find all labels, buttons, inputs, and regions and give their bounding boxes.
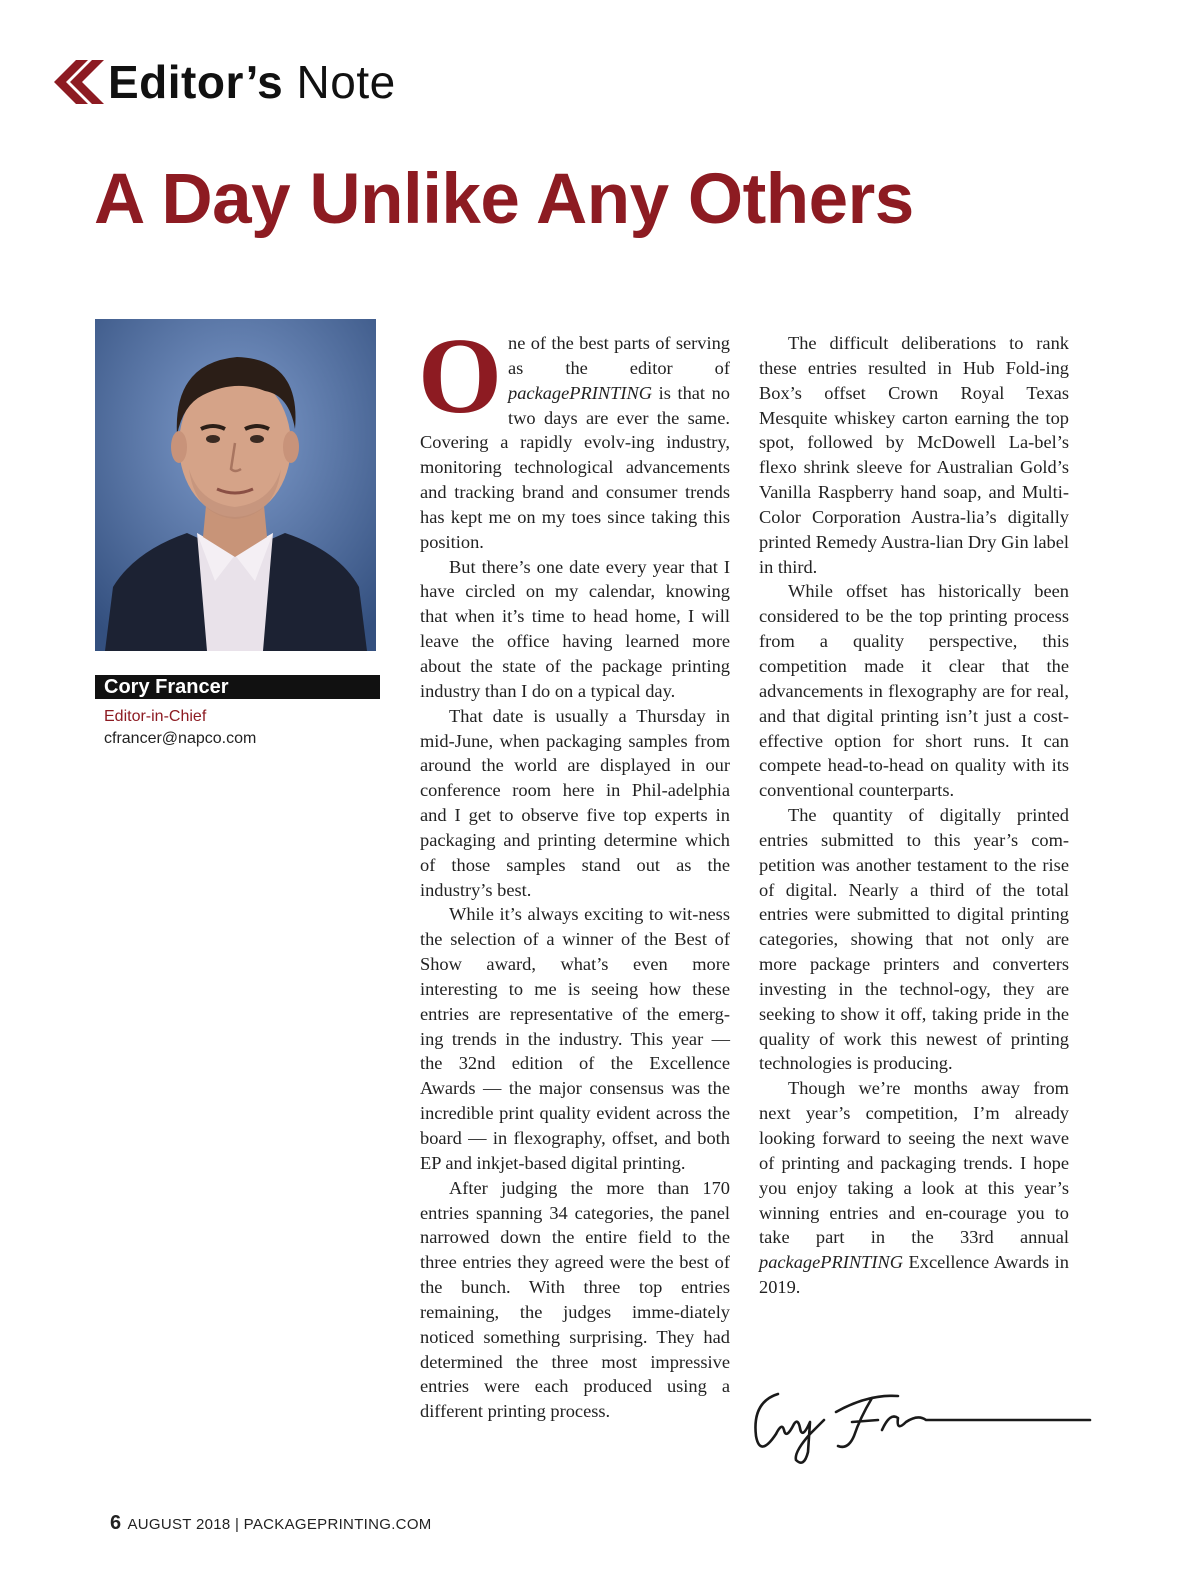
paragraph-3: That date is usually a Thursday in mid-June, when packaging samples from around the world are displayed in our conference room here in Phil-adelphia and I get to observe five top experts in packaging and printing determine which of those samples stand out as the industry’s best.	[420, 705, 730, 900]
double-chevron-left-icon	[46, 58, 104, 106]
author-name: Cory Francer	[95, 675, 380, 699]
paragraph-5: After judging the more than 170 entries spanning 34 categories, the panel narrowed down the entire field to the three entries they agreed were the best of the bunch. With three top entries remaining, the judges imme-diately noticed something surprising. They had determined the three most impressive entries were each produced using a different printing process.	[420, 1177, 730, 1422]
headline: A Day Unlike Any Others	[94, 160, 914, 239]
paragraph-7: While offset has historically been considered to be the top printing process from a quality perspective, this competition made it clear that the advancements in flexography are for real, and that digital printing isn’t just a cost-effective option for short runs. It can compete head-to-head on quality with its conventional counterparts.	[759, 581, 1069, 801]
page-footer	[110, 1512, 432, 1535]
section-label-rest: Note	[296, 56, 396, 108]
author-photo	[95, 319, 376, 651]
drop-cap: O	[418, 317, 503, 436]
paragraph-8: The quantity of digitally printed entries submitted to this year’s com-petition was another testament to the rise of digital. Nearly a third of the total entries were submitted to digital printing categories, showing that not only are more package printers and converters investing in the technol-ogy, they are seeking to show it off, taking pride in the quality of work this newest of printing technologies is producing.	[759, 805, 1069, 1074]
section-header	[46, 52, 396, 112]
paragraph-1-text-a: ne of the best parts of serving as the editor of	[508, 333, 730, 378]
article-column-1	[418, 317, 730, 1424]
article-column-2	[759, 331, 1069, 1300]
section-label	[108, 55, 396, 109]
footer-text: AUGUST 2018 | PACKAGEPRINTING.COM	[127, 1516, 432, 1533]
paragraph-2: But there’s one date every year that I have circled on my calendar, knowing that when it’s time to head home, I will leave the office having learned more about the state of the package printing industry than I do on a typical day.	[420, 556, 730, 701]
paragraph-9-text-b: Excellence Awards in 2019.	[759, 1252, 1069, 1298]
paragraph-6: The difficult deliberations to rank these entries resulted in Hub Fold-ing Box’s offset Crown Royal Texas Mesquite whiskey carton earning the top spot, followed by McDowell La-bel’s flexo shrink sleeve for Australian Gold’s Vanilla Raspberry hand soap, and Multi-Color Corporation Austra-lia’s digitally printed Remedy Austra-lian Dry Gin label in third.	[759, 333, 1070, 577]
publication-name: packagePRINTING	[508, 382, 653, 403]
paragraph-9-text-a: Though we’re months away from next year’s competition, I’m already looking forward to seeing the next wave of printing and packaging trends. I hope you enjoy taking a look at this year’s winning entries and en-courage you to take part in the 33rd annual	[759, 1078, 1069, 1248]
author-role: Editor-in-Chief	[104, 708, 207, 725]
page-number: 6	[110, 1512, 122, 1534]
publication-name-2: packagePRINTING	[759, 1252, 904, 1273]
author-email[interactable]: cfrancer@napco.com	[104, 730, 257, 747]
paragraph-1	[418, 317, 730, 555]
signature-image	[748, 1372, 1098, 1472]
paragraph-9	[759, 1076, 1069, 1300]
paragraph-4: While it’s always exciting to wit-ness the selection of a winner of the Best of Show award, what’s even more interesting to me is seeing how these entries are representative of the emerg-ing trends in the industry. This year — the 32nd edition of the Excellence Awards — the major consensus was the incredible print quality evident across the board — in flexography, offset, and both EP and inkjet-based digital printing.	[420, 904, 730, 1173]
section-label-bold: Editor’s	[108, 56, 284, 108]
paragraph-1-text-b: is that no two days are ever the same. Covering a rapidly evolv-ing industry, monitoring technological advancements and tracking brand and consumer trends has kept me on my toes since taking this position.	[420, 382, 730, 552]
